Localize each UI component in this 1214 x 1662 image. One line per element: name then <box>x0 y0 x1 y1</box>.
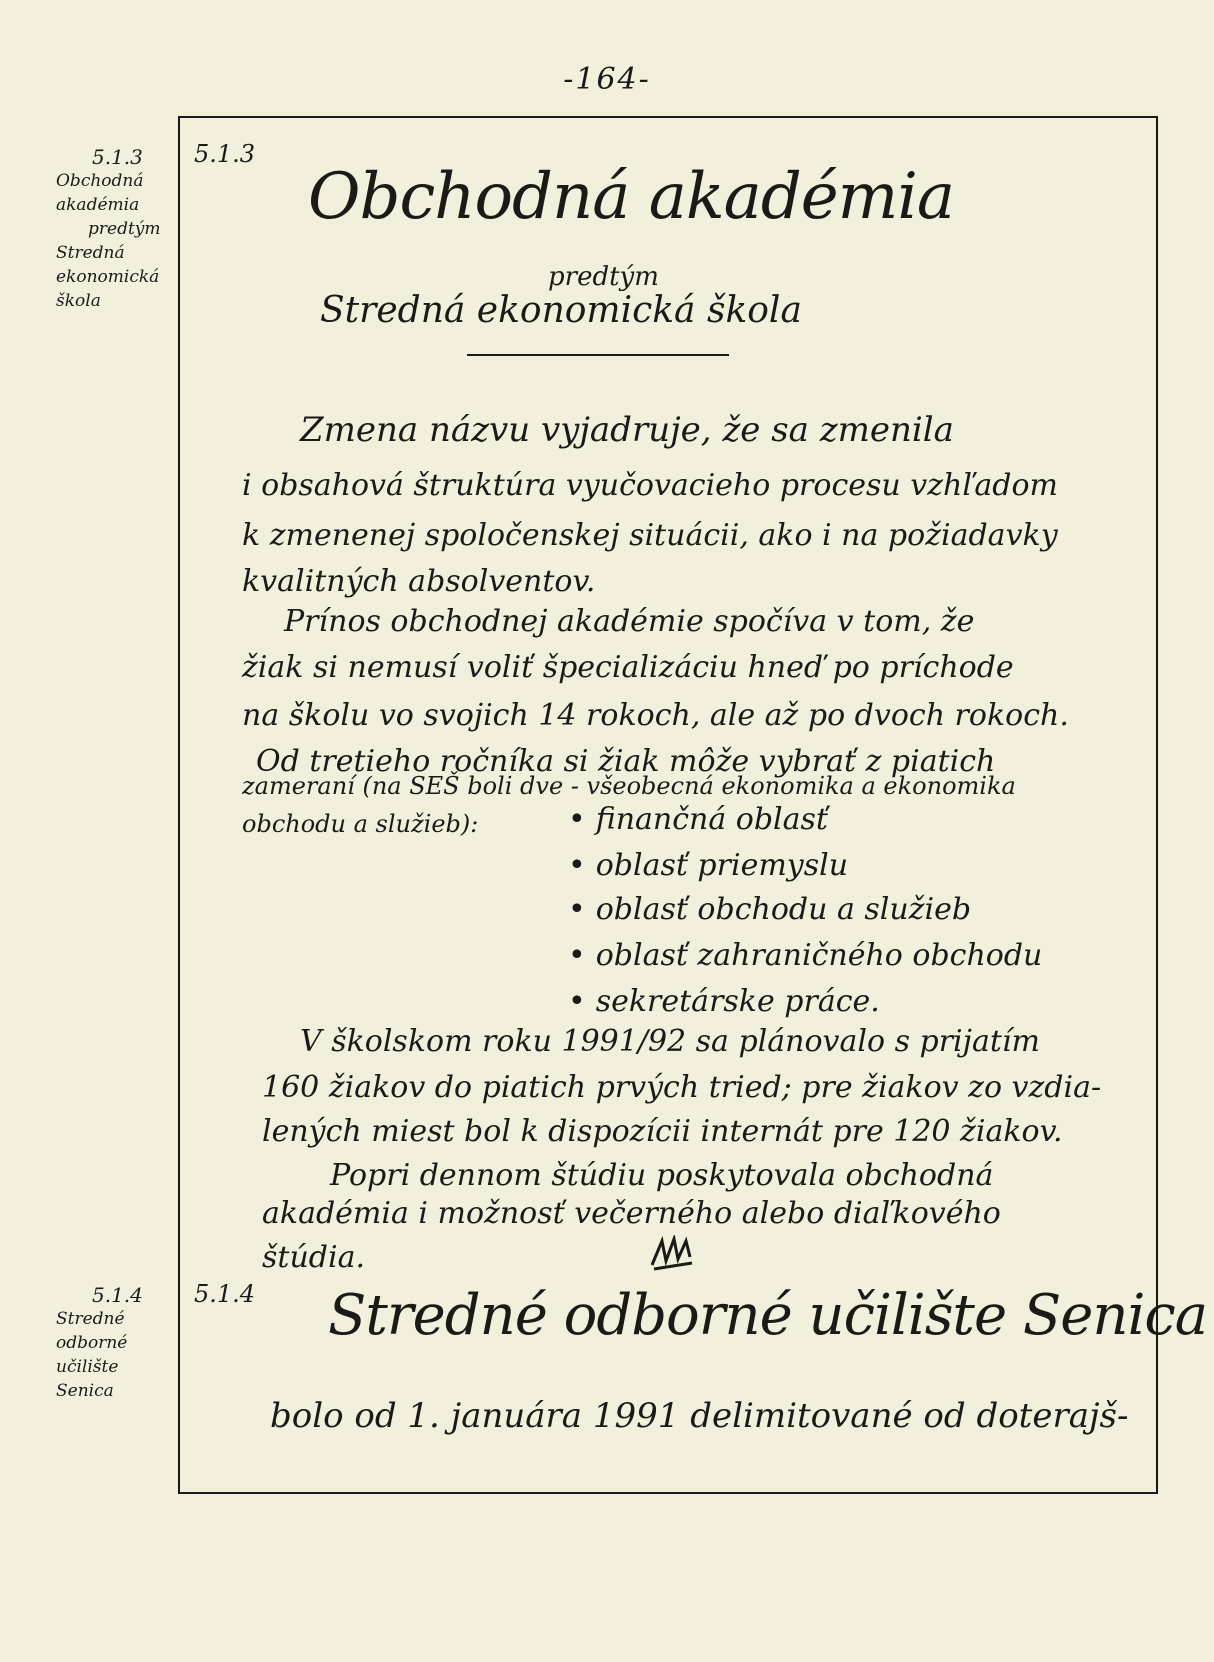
text-line: štúdia. <box>262 1240 365 1275</box>
text-line: žiak si nemusí voliť špecializáciu hneď po príchode <box>242 650 1014 685</box>
text-line: Prínos obchodnej akadémie spočíva v tom, že <box>284 604 975 639</box>
section-subtitle: Stredná ekonomická škola <box>320 290 802 331</box>
margin-note-line: akadémia <box>56 195 140 215</box>
bullet-item: • oblasť priemyslu <box>568 848 848 883</box>
text-line: na školu vo svojich 14 rokoch, ale až po dvoch rokoch. <box>242 698 1069 733</box>
text-line: k zmenenej spoločenskej situácii, ako i na požiadavky <box>242 518 1058 553</box>
margin-note-line: odborné <box>56 1333 128 1353</box>
text-line: i obsahová štruktúra vyučovacieho procesu vzhľadom <box>242 468 1058 503</box>
margin-note-line: ekonomická <box>56 267 160 287</box>
margin-note-514 <box>52 1283 184 1403</box>
text-line: 160 žiakov do piatich prvých tried; pre žiakov zo vzdia- <box>262 1070 1102 1105</box>
text-line: akadémia i možnosť večerného alebo diaľkového <box>262 1196 1001 1231</box>
text-line: kvalitných absolventov. <box>242 564 596 599</box>
margin-note-line: Senica <box>56 1381 114 1401</box>
page-number: -164- <box>563 62 651 97</box>
scribble-mark <box>648 1235 698 1275</box>
margin-note-code: 5.1.4 <box>92 1283 143 1307</box>
margin-note-line: predtým <box>88 219 161 239</box>
section-title: Stredné odborné učilište Senica <box>328 1283 1208 1348</box>
text-line: Od tretieho ročníka si žiak môže vybrať z piatich <box>256 744 996 779</box>
bullet-item: • oblasť zahraničného obchodu <box>568 938 1042 973</box>
text-line: zameraní (na SEŠ boli dve - všeobecná ekonomika a ekonomika <box>242 772 1016 800</box>
text-line: Popri dennom štúdiu poskytovala obchodná <box>330 1158 994 1193</box>
section-title: Obchodná akadémia <box>308 160 954 234</box>
margin-note-code: 5.1.3 <box>92 145 143 169</box>
text-line: Zmena názvu vyjadruje, že sa zmenila <box>300 410 954 450</box>
text-line: V školskom roku 1991/92 sa plánovalo s prijatím <box>300 1024 1040 1059</box>
margin-note-513 <box>52 145 184 313</box>
title-divider <box>467 354 729 356</box>
margin-note-line: Stredná <box>56 243 125 263</box>
section-code: 5.1.4 <box>194 1280 256 1308</box>
margin-note-line: Obchodná <box>56 171 144 191</box>
bullet-item: • sekretárske práce. <box>568 984 880 1019</box>
section-code: 5.1.3 <box>194 140 256 168</box>
text-line: lených miest bol k dispozícii internát pre 120 žiakov. <box>262 1114 1063 1149</box>
section-title-prefix: predtým <box>548 262 659 292</box>
bullet-item: • finančná oblasť <box>568 802 828 837</box>
text-line: bolo od 1. januára 1991 delimitované od doterajš- <box>270 1396 1129 1436</box>
margin-note-line: škola <box>56 291 101 311</box>
bullet-item: • oblasť obchodu a služieb <box>568 892 971 927</box>
text-line: obchodu a služieb): <box>242 810 479 838</box>
margin-note-line: učilište <box>56 1357 119 1377</box>
margin-note-line: Stredné <box>56 1309 125 1329</box>
